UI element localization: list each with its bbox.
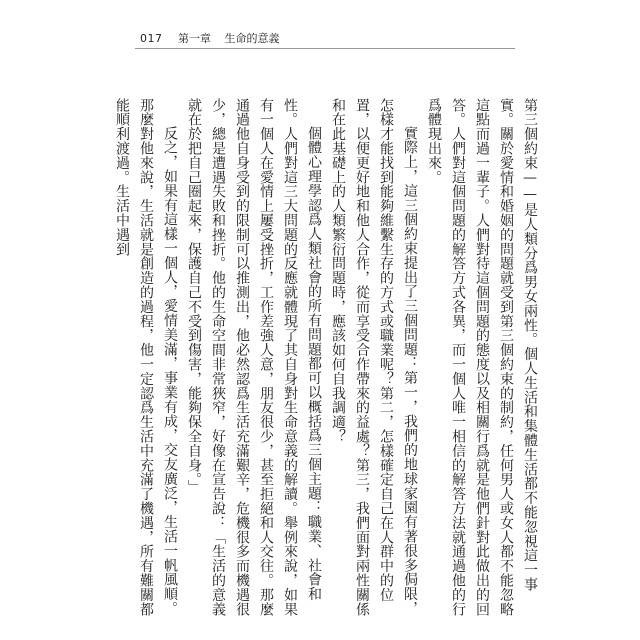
running-header — [140, 30, 280, 46]
body-text — [114, 98, 542, 618]
paragraph: 個體心理學認爲人類社會的所有問題都可以概括爲三個主題：職業、社會和性。人們對這三大問題的反應就體現了其自身對生命意義的解讀。舉例來說，如果有一個人在愛情上屢受挫折，工作差強人意，朋友很少，甚至拒絕和人交往。那麼通過他自身受到的限制可以推測出，他必然認爲生活充滿艱辛，危機很多而機遇很少，總是遭遇失敗和挫折。他的生命空間非常狹窄，好像在宣告說：「生活的意義就在於把自己圈起來，保護自己不受到傷害，能夠保全自身。」 — [186, 98, 322, 617]
paragraph: 反之，如果有這樣一個人，愛情美滿，事業有成，交友廣泛，生活一帆風順。那麼對他來說，生活就是創造的過程，他一定認爲生活中充滿了機遇，所有難關都能順利渡過。生活中遇到 — [114, 98, 178, 617]
header-divider — [135, 48, 515, 49]
chapter-label: 第一章 — [178, 32, 211, 45]
chapter-title: 生命的意義 — [224, 32, 280, 45]
paragraph: 第三個約束——是人類分爲男女兩性。個人生活和集體生活都不能忽視這一事實。關於愛情和婚姻的問題就受到第三個約束的制約，任何男人或女人都不能忽略這點而過一輩子。人們對待這個問題的態度以及相關行爲就是他們針對此做出的回答。人們對這個問題的解答方式各異，而一個人唯一相信的解答方法就通過他的行爲體現出來。 — [426, 98, 538, 617]
paragraph: 實際上，這三個約束提出了三個問題：第一，我們的地球家園有著很多侷限，怎樣才能找到能夠維繫生存的方式或職業呢？第二，怎樣確定自己在人群中的位置，以便更好地和他人合作，從而享受合作帶來的益處？第三，我們面對兩性關係和在此基礎上的人類繁衍問題時，應該如何自我調適？ — [330, 98, 418, 617]
page-number: 017 — [140, 32, 163, 45]
